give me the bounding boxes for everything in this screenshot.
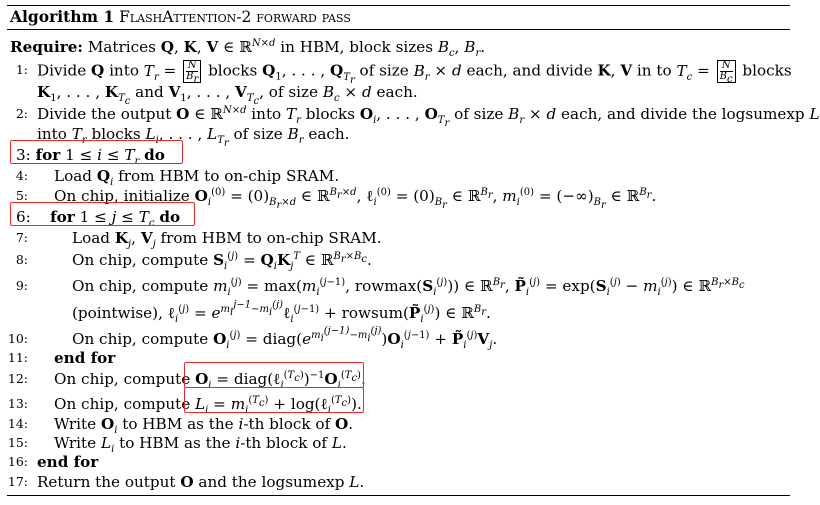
line-text: Return the output O and the logsumexp L. <box>37 473 365 491</box>
highlight-box-line-12 <box>184 362 364 388</box>
highlight-box-line-6 <box>10 202 195 230</box>
algorithm-title <box>10 7 351 26</box>
line-text: 3: for $1 \le i \le T_r$ do <box>16 146 165 168</box>
line-number: 7: <box>15 230 28 245</box>
line-text: On chip, compute $O_i^{(j)}$ = $diag(e^{m_i^{(j-1)}-m_i^{(j)}})O_i^{(j-1)}$ + $P̃_i^{(j)}V_j$. <box>72 325 498 352</box>
bottom-rule <box>7 495 790 496</box>
highlight-box-line-13 <box>184 387 364 413</box>
line-text: Load $K_j$, $V_j$ from HBM to on-chip SRAM. <box>72 229 382 251</box>
require-line <box>10 37 486 60</box>
line-number: 9: <box>15 278 28 293</box>
line-text: Divide the output O ∈ ℝ$^{N\times d}$ into $T_r$ blocks $O_i$, . . . , $O_{T_r}$ of size $B_r \times d$ each, and divide the logsumexp L <box>37 104 820 130</box>
line-text: On chip, compute $S_i^{(j)} = Q_iK_j^T$ ∈ ℝ$^{B_r\times B_c}$. <box>72 250 372 273</box>
line-text: Divide Q into $T_r$ = $\frac{N}{B_r}$ blocks $Q_1$, . . . , $Q_{T_r}$ of size $B_r \times d$ each, and divide K, V in to $T_c$ = $\frac{N}{B_c}$ blocks <box>37 60 792 86</box>
line-text: into $T_r$ blocks $L_i$, . . . , $L_{T_r}$ of size $B_r$ each. <box>37 125 350 150</box>
highlight-box-line-3 <box>10 140 183 168</box>
line-text: 6: for $1 \le j \le T_c$ do <box>16 208 181 230</box>
line-number: 1: <box>15 62 28 77</box>
line-text: end for <box>37 453 99 471</box>
top-rule <box>7 5 790 6</box>
algorithm-label: Algorithm 1 <box>10 7 115 26</box>
line-number: 15: <box>7 435 28 450</box>
line-number: 11: <box>7 350 28 365</box>
line-text: Write $L_i$ to HBM as the i-th block of L. <box>54 434 347 456</box>
line-text: $K_1$, . . . , $K_{T_c}$ and $V_1$, . . . , $V_{T_c}$, of size $B_c \times d$ each. <box>37 83 418 108</box>
line-text: end for <box>54 349 116 367</box>
require-label: Require: <box>10 38 83 56</box>
require-text: Matrices Q, K, V ∈ ℝ$^{N\times d}$ in HBM, block sizes $B_c$, $B_r$. <box>87 37 486 60</box>
line-number: 4: <box>15 168 28 183</box>
line-number: 8: <box>15 252 28 267</box>
algorithm-name: FlashAttention-2 forward pass <box>119 8 351 26</box>
line-number: 10: <box>7 331 28 346</box>
line-text: Write $O_i$ to HBM as the i-th block of O. <box>54 415 354 437</box>
line-text: Load $Q_i$ from HBM to on-chip SRAM. <box>54 167 340 189</box>
line-text: On chip, initialize $O_i^{(0)} = (0)_{B_r\times d}$ ∈ ℝ$^{B_r\times d}$, ℓ$_i^{(0)}$ = $(0)_{B_r}$ ∈ ℝ$^{B_r}$, $m_i^{(0)} = (-\infty)_{B_r}$ ∈ ℝ$^{B_r}$. <box>54 186 657 212</box>
line-number: 2: <box>15 106 28 121</box>
line-number: 13: <box>7 396 28 411</box>
line-number: 16: <box>7 454 28 469</box>
line-number: 12: <box>7 371 28 386</box>
line-text: On chip, compute $O_i$ = $diag(\ell_i^{(T_c)})^{-1}O_i^{(T_c)}$. <box>54 369 366 392</box>
line-text: On chip, compute $m_i^{(j)} = \max(m_i^{(j-1)}$, $rowmax(S_i^{(j)})$) ∈ ℝ$^{B_r}$, $P̃_i^{(j)} = \exp(S_i^{(j)} - m_i^{(j)})$ ∈ ℝ$^{B_r\times B_c}$ <box>72 276 745 299</box>
line-number: 5: <box>15 188 28 203</box>
title-rule <box>7 29 790 30</box>
line-number: 17: <box>7 474 28 489</box>
line-number: 14: <box>7 416 28 431</box>
line-text: On chip, compute $L_i = m_i^{(T_c)}$ + log(ℓ$_i^{(T_c)}$). <box>54 394 362 417</box>
line-text: (pointwise), ℓ$_i^{(j)}$ = $e^{m_i^{j-1}-m_i^{(j)}}\ell_i^{(j-1)}$ + $rowsum(P̃_i^{(j)})$ ∈ ℝ$^{B_r}$. <box>72 299 491 326</box>
